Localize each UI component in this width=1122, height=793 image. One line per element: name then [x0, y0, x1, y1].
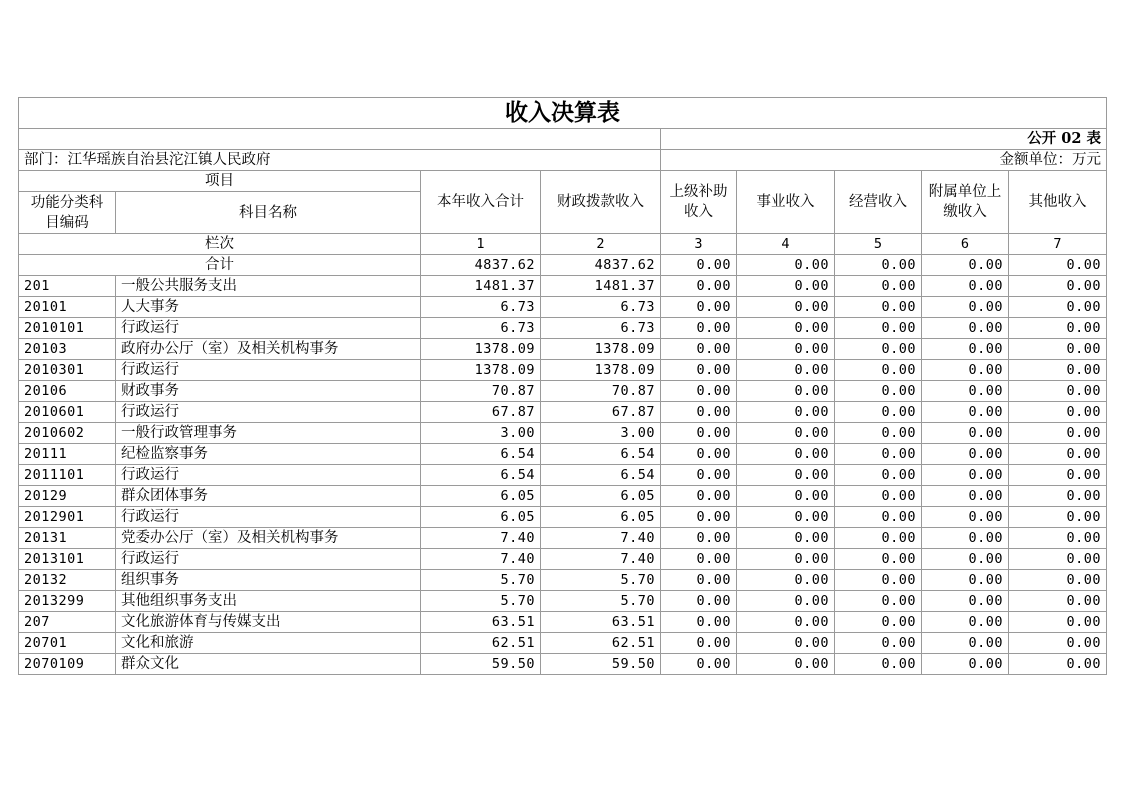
- amount-cell: 0.00: [1009, 402, 1107, 423]
- amount-cell: 0.00: [661, 381, 737, 402]
- form-code: 公开 02 表: [661, 129, 1107, 150]
- amount-cell: 0.00: [661, 402, 737, 423]
- amount-cell: 0.00: [737, 276, 835, 297]
- amount-cell: 0.00: [835, 654, 922, 675]
- amount-cell: 0.00: [661, 591, 737, 612]
- column-number-row: [19, 234, 1107, 255]
- amount-cell: 0.00: [922, 444, 1009, 465]
- income-final-accounts-table: [18, 97, 1107, 675]
- amount-cell: 0.00: [922, 633, 1009, 654]
- amount-cell: 0.00: [922, 486, 1009, 507]
- amount-cell: 0.00: [661, 360, 737, 381]
- amount-cell: 0.00: [1009, 381, 1107, 402]
- subject-name: 群众团体事务: [116, 486, 421, 507]
- amount-cell: 1481.37: [541, 276, 661, 297]
- header-row-1: [19, 171, 1107, 192]
- amount-cell: 0.00: [922, 612, 1009, 633]
- amount-cell: 1378.09: [541, 360, 661, 381]
- amount-cell: 7.40: [541, 549, 661, 570]
- total-row: [19, 255, 1107, 276]
- table-title: 收入决算表: [19, 98, 1107, 129]
- amount-cell: 0.00: [737, 486, 835, 507]
- amount-cell: 0.00: [922, 318, 1009, 339]
- column-number-label: 栏次: [19, 234, 421, 255]
- total-value: 0.00: [922, 255, 1009, 276]
- function-code: 2011101: [19, 465, 116, 486]
- function-code: 2013101: [19, 549, 116, 570]
- function-code: 20131: [19, 528, 116, 549]
- amount-cell: 7.40: [421, 528, 541, 549]
- amount-cell: 0.00: [1009, 423, 1107, 444]
- subject-name: 组织事务: [116, 570, 421, 591]
- amount-cell: 6.05: [421, 486, 541, 507]
- total-value: 0.00: [737, 255, 835, 276]
- amount-cell: 0.00: [1009, 444, 1107, 465]
- table-row: [19, 360, 1107, 381]
- amount-cell: 0.00: [922, 360, 1009, 381]
- amount-cell: 0.00: [835, 465, 922, 486]
- header-col-other: 其他收入: [1009, 171, 1107, 234]
- amount-cell: 0.00: [1009, 591, 1107, 612]
- table-row: [19, 549, 1107, 570]
- subject-name: 纪检监察事务: [116, 444, 421, 465]
- function-code: 2013299: [19, 591, 116, 612]
- amount-cell: 62.51: [421, 633, 541, 654]
- amount-cell: 0.00: [737, 318, 835, 339]
- amount-cell: 5.70: [541, 591, 661, 612]
- subject-name: 党委办公厅（室）及相关机构事务: [116, 528, 421, 549]
- subject-name: 行政运行: [116, 360, 421, 381]
- table-row: [19, 528, 1107, 549]
- table-row: [19, 276, 1107, 297]
- subject-name: 文化和旅游: [116, 633, 421, 654]
- header-col-fiscal: 财政拨款收入: [541, 171, 661, 234]
- amount-cell: 0.00: [1009, 612, 1107, 633]
- amount-cell: 0.00: [1009, 507, 1107, 528]
- amount-cell: 0.00: [835, 381, 922, 402]
- amount-cell: 6.54: [541, 465, 661, 486]
- amount-cell: 0.00: [737, 528, 835, 549]
- table-row: [19, 423, 1107, 444]
- amount-cell: 0.00: [922, 297, 1009, 318]
- amount-cell: 0.00: [737, 591, 835, 612]
- department-label: 部门：江华瑶族自治县沱江镇人民政府: [19, 150, 661, 171]
- column-number: 7: [1009, 234, 1107, 255]
- subject-name: 行政运行: [116, 549, 421, 570]
- amount-cell: 0.00: [661, 486, 737, 507]
- function-code: 20132: [19, 570, 116, 591]
- subject-name: 其他组织事务支出: [116, 591, 421, 612]
- table-row: [19, 591, 1107, 612]
- amount-cell: 6.05: [541, 507, 661, 528]
- amount-cell: 59.50: [421, 654, 541, 675]
- amount-cell: 0.00: [835, 360, 922, 381]
- function-code: 207: [19, 612, 116, 633]
- amount-cell: 0.00: [835, 633, 922, 654]
- amount-cell: 0.00: [1009, 633, 1107, 654]
- amount-cell: 0.00: [661, 633, 737, 654]
- amount-cell: 0.00: [835, 297, 922, 318]
- header-col-affiliated: 附属单位上缴收入: [922, 171, 1009, 234]
- amount-cell: 0.00: [661, 465, 737, 486]
- amount-cell: 0.00: [661, 276, 737, 297]
- amount-cell: 0.00: [737, 570, 835, 591]
- amount-cell: 0.00: [1009, 360, 1107, 381]
- total-value: 0.00: [835, 255, 922, 276]
- table-row: [19, 297, 1107, 318]
- amount-cell: 0.00: [835, 612, 922, 633]
- amount-cell: 0.00: [835, 570, 922, 591]
- amount-cell: 0.00: [835, 444, 922, 465]
- amount-cell: 0.00: [1009, 318, 1107, 339]
- function-code: 2010602: [19, 423, 116, 444]
- department-row: [19, 150, 1107, 171]
- amount-cell: 7.40: [541, 528, 661, 549]
- header-col-operation: 经营收入: [835, 171, 922, 234]
- amount-cell: 6.05: [421, 507, 541, 528]
- table-row: [19, 465, 1107, 486]
- header-col-business: 事业收入: [737, 171, 835, 234]
- subject-name: 群众文化: [116, 654, 421, 675]
- column-number: 6: [922, 234, 1009, 255]
- amount-cell: 0.00: [922, 570, 1009, 591]
- amount-cell: 6.05: [541, 486, 661, 507]
- amount-cell: 0.00: [661, 528, 737, 549]
- amount-cell: 0.00: [835, 402, 922, 423]
- function-code: 20111: [19, 444, 116, 465]
- report-sheet: [18, 97, 1106, 675]
- table-row: [19, 570, 1107, 591]
- amount-cell: 6.73: [421, 297, 541, 318]
- amount-cell: 0.00: [835, 549, 922, 570]
- amount-cell: 5.70: [541, 570, 661, 591]
- column-number: 2: [541, 234, 661, 255]
- amount-cell: 0.00: [1009, 276, 1107, 297]
- amount-cell: 0.00: [835, 486, 922, 507]
- column-number: 1: [421, 234, 541, 255]
- amount-cell: 3.00: [421, 423, 541, 444]
- function-code: 2070109: [19, 654, 116, 675]
- amount-cell: 0.00: [835, 423, 922, 444]
- amount-cell: 6.73: [541, 297, 661, 318]
- amount-cell: 1378.09: [421, 339, 541, 360]
- amount-cell: 0.00: [922, 528, 1009, 549]
- amount-cell: 0.00: [737, 423, 835, 444]
- subject-name: 行政运行: [116, 465, 421, 486]
- amount-cell: 6.73: [541, 318, 661, 339]
- function-code: 20701: [19, 633, 116, 654]
- amount-cell: 6.54: [541, 444, 661, 465]
- amount-cell: 0.00: [737, 297, 835, 318]
- amount-cell: 0.00: [737, 465, 835, 486]
- amount-cell: 5.70: [421, 570, 541, 591]
- amount-cell: 0.00: [661, 339, 737, 360]
- amount-cell: 0.00: [1009, 297, 1107, 318]
- function-code: 2010601: [19, 402, 116, 423]
- header-col-total: 本年收入合计: [421, 171, 541, 234]
- amount-cell: 0.00: [661, 444, 737, 465]
- amount-cell: 0.00: [737, 507, 835, 528]
- amount-cell: 0.00: [661, 297, 737, 318]
- function-code: 2010101: [19, 318, 116, 339]
- header-col-superior-subsidy: 上级补助收入: [661, 171, 737, 234]
- subject-name: 财政事务: [116, 381, 421, 402]
- amount-cell: 0.00: [737, 654, 835, 675]
- amount-cell: 0.00: [1009, 528, 1107, 549]
- amount-cell: 1378.09: [421, 360, 541, 381]
- total-label: 合计: [19, 255, 421, 276]
- amount-cell: 0.00: [835, 528, 922, 549]
- table-row: [19, 381, 1107, 402]
- amount-cell: 0.00: [922, 381, 1009, 402]
- amount-cell: 0.00: [661, 318, 737, 339]
- amount-cell: 0.00: [922, 549, 1009, 570]
- amount-cell: 0.00: [737, 402, 835, 423]
- subject-name: 行政运行: [116, 318, 421, 339]
- amount-cell: 0.00: [1009, 549, 1107, 570]
- amount-cell: 6.73: [421, 318, 541, 339]
- subject-name: 行政运行: [116, 402, 421, 423]
- amount-cell: 5.70: [421, 591, 541, 612]
- function-code: 20103: [19, 339, 116, 360]
- table-row: [19, 654, 1107, 675]
- amount-cell: 0.00: [661, 549, 737, 570]
- amount-cell: 0.00: [835, 318, 922, 339]
- amount-cell: 0.00: [835, 591, 922, 612]
- amount-cell: 1481.37: [421, 276, 541, 297]
- amount-cell: 0.00: [1009, 570, 1107, 591]
- amount-cell: 6.54: [421, 465, 541, 486]
- amount-cell: 0.00: [737, 612, 835, 633]
- subject-name: 一般行政管理事务: [116, 423, 421, 444]
- unit-label: 金额单位：万元: [661, 150, 1107, 171]
- amount-cell: 0.00: [1009, 486, 1107, 507]
- amount-cell: 0.00: [661, 612, 737, 633]
- amount-cell: 0.00: [661, 654, 737, 675]
- amount-cell: 0.00: [1009, 339, 1107, 360]
- table-row: [19, 507, 1107, 528]
- subject-name: 政府办公厅（室）及相关机构事务: [116, 339, 421, 360]
- amount-cell: 63.51: [541, 612, 661, 633]
- amount-cell: 0.00: [737, 549, 835, 570]
- form-code-row: [19, 129, 1107, 150]
- amount-cell: 0.00: [922, 591, 1009, 612]
- subject-name: 人大事务: [116, 297, 421, 318]
- total-value: 0.00: [1009, 255, 1107, 276]
- amount-cell: 0.00: [737, 339, 835, 360]
- amount-cell: 62.51: [541, 633, 661, 654]
- amount-cell: 0.00: [922, 339, 1009, 360]
- amount-cell: 0.00: [835, 276, 922, 297]
- amount-cell: 0.00: [922, 276, 1009, 297]
- amount-cell: 0.00: [737, 633, 835, 654]
- function-code: 20101: [19, 297, 116, 318]
- header-subject-name: 科目名称: [116, 192, 421, 234]
- column-number: 5: [835, 234, 922, 255]
- header-func-code: 功能分类科目编码: [19, 192, 116, 234]
- amount-cell: 0.00: [922, 507, 1009, 528]
- function-code: 2012901: [19, 507, 116, 528]
- total-value: 4837.62: [541, 255, 661, 276]
- amount-cell: 1378.09: [541, 339, 661, 360]
- table-row: [19, 486, 1107, 507]
- table-row: [19, 612, 1107, 633]
- header-item: 项目: [19, 171, 421, 192]
- table-row: [19, 633, 1107, 654]
- table-row: [19, 339, 1107, 360]
- amount-cell: 0.00: [661, 423, 737, 444]
- amount-cell: 0.00: [661, 507, 737, 528]
- column-number: 4: [737, 234, 835, 255]
- total-value: 0.00: [661, 255, 737, 276]
- amount-cell: 70.87: [421, 381, 541, 402]
- amount-cell: 0.00: [922, 423, 1009, 444]
- amount-cell: 67.87: [541, 402, 661, 423]
- amount-cell: 0.00: [1009, 654, 1107, 675]
- amount-cell: 7.40: [421, 549, 541, 570]
- amount-cell: 6.54: [421, 444, 541, 465]
- table-row: [19, 444, 1107, 465]
- amount-cell: 0.00: [737, 360, 835, 381]
- amount-cell: 63.51: [421, 612, 541, 633]
- amount-cell: 59.50: [541, 654, 661, 675]
- amount-cell: 0.00: [835, 507, 922, 528]
- amount-cell: 0.00: [661, 570, 737, 591]
- amount-cell: 3.00: [541, 423, 661, 444]
- amount-cell: 0.00: [1009, 465, 1107, 486]
- total-value: 4837.62: [421, 255, 541, 276]
- function-code: 20106: [19, 381, 116, 402]
- amount-cell: 0.00: [922, 402, 1009, 423]
- subject-name: 一般公共服务支出: [116, 276, 421, 297]
- function-code: 201: [19, 276, 116, 297]
- subject-name: 行政运行: [116, 507, 421, 528]
- amount-cell: 0.00: [922, 465, 1009, 486]
- subject-name: 文化旅游体育与传媒支出: [116, 612, 421, 633]
- title-row: [19, 98, 1107, 129]
- column-number: 3: [661, 234, 737, 255]
- amount-cell: 70.87: [541, 381, 661, 402]
- function-code: 2010301: [19, 360, 116, 381]
- amount-cell: 0.00: [737, 381, 835, 402]
- amount-cell: 0.00: [922, 654, 1009, 675]
- table-row: [19, 402, 1107, 423]
- function-code: 20129: [19, 486, 116, 507]
- amount-cell: 0.00: [835, 339, 922, 360]
- amount-cell: 67.87: [421, 402, 541, 423]
- amount-cell: 0.00: [737, 444, 835, 465]
- table-row: [19, 318, 1107, 339]
